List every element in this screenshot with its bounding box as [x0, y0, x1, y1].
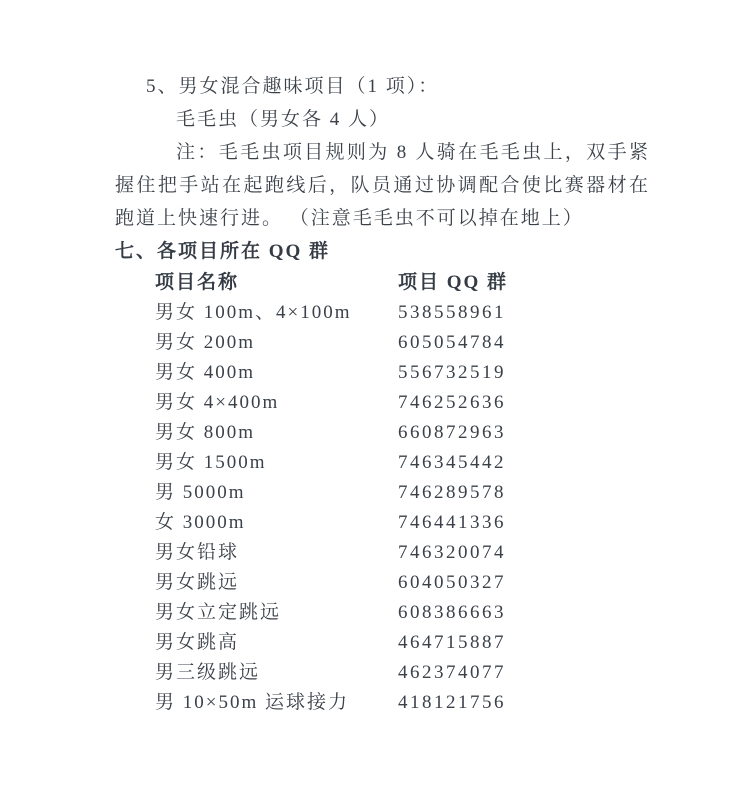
event-name-cell: 男女跳远: [155, 572, 240, 593]
event-name-cell: 男女 200m: [155, 332, 256, 353]
qq-number-cell: 608386663: [398, 602, 506, 623]
table-row: [155, 478, 650, 508]
table-row: [155, 448, 650, 478]
table-row: [155, 538, 650, 568]
qq-number-cell: 604050327: [398, 572, 506, 593]
qq-number-cell: 660872963: [398, 422, 506, 443]
qq-table-rows: [155, 298, 650, 718]
qq-number-cell: 418121756: [398, 692, 506, 713]
table-row: [155, 598, 650, 628]
qq-number-cell: 746441336: [398, 512, 506, 533]
table-row: [155, 298, 650, 328]
event-name-cell: 男女立定跳远: [155, 602, 282, 623]
qq-number-cell: 538558961: [398, 302, 506, 323]
qq-table-header-qq: 项目 QQ 群: [398, 272, 509, 293]
qq-number-cell: 746252636: [398, 392, 506, 413]
fun-event-title: 5、男女混合趣味项目（1 项）：: [146, 76, 440, 97]
fun-event-note: 注：毛毛虫项目规则为 8 人骑在毛毛虫上，双手紧握住把手站在起跑线后，队员通过协调配合使比赛器材在跑道上快速行进。 （注意毛毛虫不可以掉在地上）: [115, 142, 650, 229]
event-name-cell: 男女 400m: [155, 362, 256, 383]
qq-number-cell: 556732519: [398, 362, 506, 383]
qq-number-cell: 746289578: [398, 482, 506, 503]
event-name-cell: 男女跳高: [155, 632, 240, 653]
event-name-cell: 男女 800m: [155, 422, 256, 443]
qq-number-cell: 746345442: [398, 452, 506, 473]
table-row: [155, 688, 650, 718]
qq-number-cell: 464715887: [398, 632, 506, 653]
table-row: [155, 628, 650, 658]
qq-group-section-heading: 七、各项目所在 QQ 群: [115, 241, 331, 262]
table-row: [155, 358, 650, 388]
event-name-cell: 男女铅球: [155, 542, 240, 563]
qq-table-header-row: [155, 268, 650, 298]
event-name-cell: 男 10×50m 运球接力: [155, 692, 349, 713]
table-row: [155, 508, 650, 538]
table-row: [155, 418, 650, 448]
qq-table-header-event: 项目名称: [155, 272, 240, 293]
event-name-cell: 男 5000m: [155, 482, 246, 503]
event-name-cell: 女 3000m: [155, 512, 246, 533]
fun-event-item: 毛毛虫（男女各 4 人）: [176, 109, 391, 130]
qq-number-cell: 746320074: [398, 542, 506, 563]
event-name-cell: 男女 100m、4×100m: [155, 302, 352, 323]
table-row: [155, 388, 650, 418]
document-body: [115, 0, 650, 718]
event-name-cell: 男女 1500m: [155, 452, 267, 473]
table-row: [155, 568, 650, 598]
event-name-cell: 男三级跳远: [155, 662, 261, 683]
event-name-cell: 男女 4×400m: [155, 392, 280, 413]
qq-number-cell: 462374077: [398, 662, 506, 683]
qq-group-table: [155, 268, 650, 718]
qq-number-cell: 605054784: [398, 332, 506, 353]
table-row: [155, 328, 650, 358]
table-row: [155, 658, 650, 688]
